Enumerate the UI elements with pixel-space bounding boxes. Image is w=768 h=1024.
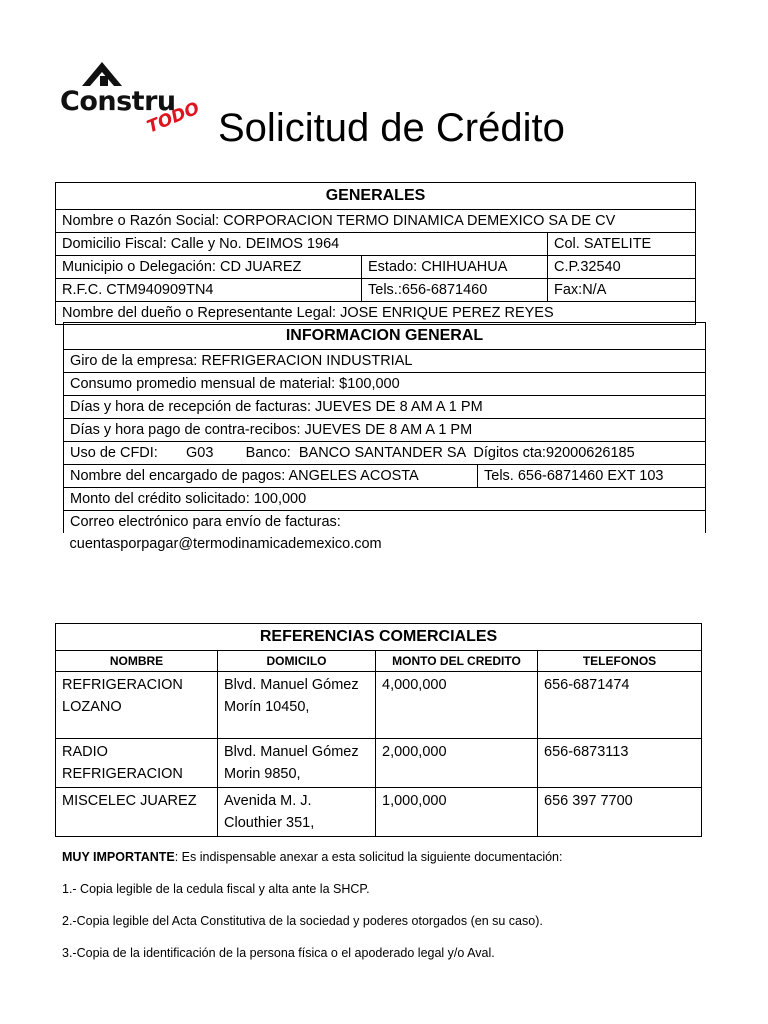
rfc: R.F.C. CTM940909TN4 (56, 279, 362, 302)
table-row (56, 788, 702, 837)
colonia: Col. SATELITE (548, 233, 696, 256)
representante-legal: Nombre del dueño o Representante Legal: JOSE ENRIQUE PEREZ REYES (56, 302, 696, 325)
column-header-nombre: NOMBRE (56, 651, 218, 672)
logo-accent-text: TODO (144, 98, 203, 138)
uso-cfdi-banco: Uso de CFDI: G03 Banco: BANCO SANTANDER SA Dígitos cta:92000626185 (64, 442, 706, 465)
estado: Estado: CHIHUAHUA (362, 256, 548, 279)
ref-telefono: 656-6873113 (538, 739, 702, 788)
domicilio-fiscal: Domicilio Fiscal: Calle y No. DEIMOS 1964 (56, 233, 548, 256)
ref-nombre: RADIO REFRIGERACION (56, 739, 218, 788)
informacion-heading: INFORMACION GENERAL (64, 323, 706, 350)
ref-monto: 4,000,000 (376, 672, 538, 739)
requirements-notes (62, 848, 562, 976)
page-title: Solicitud de Crédito (218, 106, 565, 150)
column-header-telefonos: TELEFONOS (538, 651, 702, 672)
correo-electronico: cuentasporpagar@termodinamicademexico.com (69, 536, 382, 552)
table-row (56, 739, 702, 788)
table-row (56, 672, 702, 739)
pago-contra-recibos: Días y hora pago de contra-recibos: JUEVES DE 8 AM A 1 PM (64, 419, 706, 442)
constru-todo-logo (60, 58, 210, 143)
requirement-item-2: 2.-Copia legible del Acta Constitutiva de la sociedad y poderes otorgados (en su caso). (62, 914, 543, 928)
consumo-promedio: Consumo promedio mensual de material: $100,000 (64, 373, 706, 396)
ref-telefono: 656-6871474 (538, 672, 702, 739)
fax: Fax:N/A (548, 279, 696, 302)
important-note (62, 848, 562, 866)
referencias-comerciales-table (55, 623, 702, 837)
telefonos: Tels.:656-6871460 (362, 279, 548, 302)
logo-main-text: Constru (60, 86, 176, 117)
important-text: : Es indispensable anexar a esta solicitud la siguiente documentación: (174, 850, 563, 864)
giro-empresa: Giro de la empresa: REFRIGERACION INDUSTRIAL (64, 350, 706, 373)
municipio: Municipio o Delegación: CD JUAREZ (56, 256, 362, 279)
ref-nombre: MISCELEC JUAREZ (56, 788, 218, 837)
informacion-general-table (63, 322, 706, 555)
important-label: MUY IMPORTANTE (62, 850, 175, 864)
razon-social: Nombre o Razón Social: CORPORACION TERMO DINAMICA DEMEXICO SA DE CV (56, 210, 696, 233)
ref-monto: 1,000,000 (376, 788, 538, 837)
column-header-domicilio: DOMICILO (218, 651, 376, 672)
column-header-monto: MONTO DEL CREDITO (376, 651, 538, 672)
ref-telefono: 656 397 7700 (538, 788, 702, 837)
ref-nombre: REFRIGERACION LOZANO (56, 672, 218, 739)
ref-domicilio: Blvd. Manuel Gómez Morín 10450, (218, 672, 376, 739)
codigo-postal: C.P.32540 (548, 256, 696, 279)
ref-domicilio: Blvd. Manuel Gómez Morin 9850, (218, 739, 376, 788)
ref-domicilio: Avenida M. J. Clouthier 351, (218, 788, 376, 837)
requirement-item-3: 3.-Copia de la identificación de la persona física o el apoderado legal y/o Aval. (62, 946, 495, 960)
encargado-pagos: Nombre del encargado de pagos: ANGELES ACOSTA (64, 465, 478, 488)
correo-label: Correo electrónico para envío de facturas: (64, 511, 706, 534)
referencias-heading: REFERENCIAS COMERCIALES (56, 624, 702, 651)
requirement-item-1: 1.- Copia legible de la cedula fiscal y alta ante la SHCP. (62, 882, 370, 896)
recepcion-facturas: Días y hora de recepción de facturas: JUEVES DE 8 AM A 1 PM (64, 396, 706, 419)
encargado-telefonos: Tels. 656-6871460 EXT 103 (478, 465, 706, 488)
generales-heading: GENERALES (56, 183, 696, 210)
generales-table (55, 182, 696, 325)
ref-monto: 2,000,000 (376, 739, 538, 788)
monto-credito: Monto del crédito solicitado: 100,000 (64, 488, 706, 511)
